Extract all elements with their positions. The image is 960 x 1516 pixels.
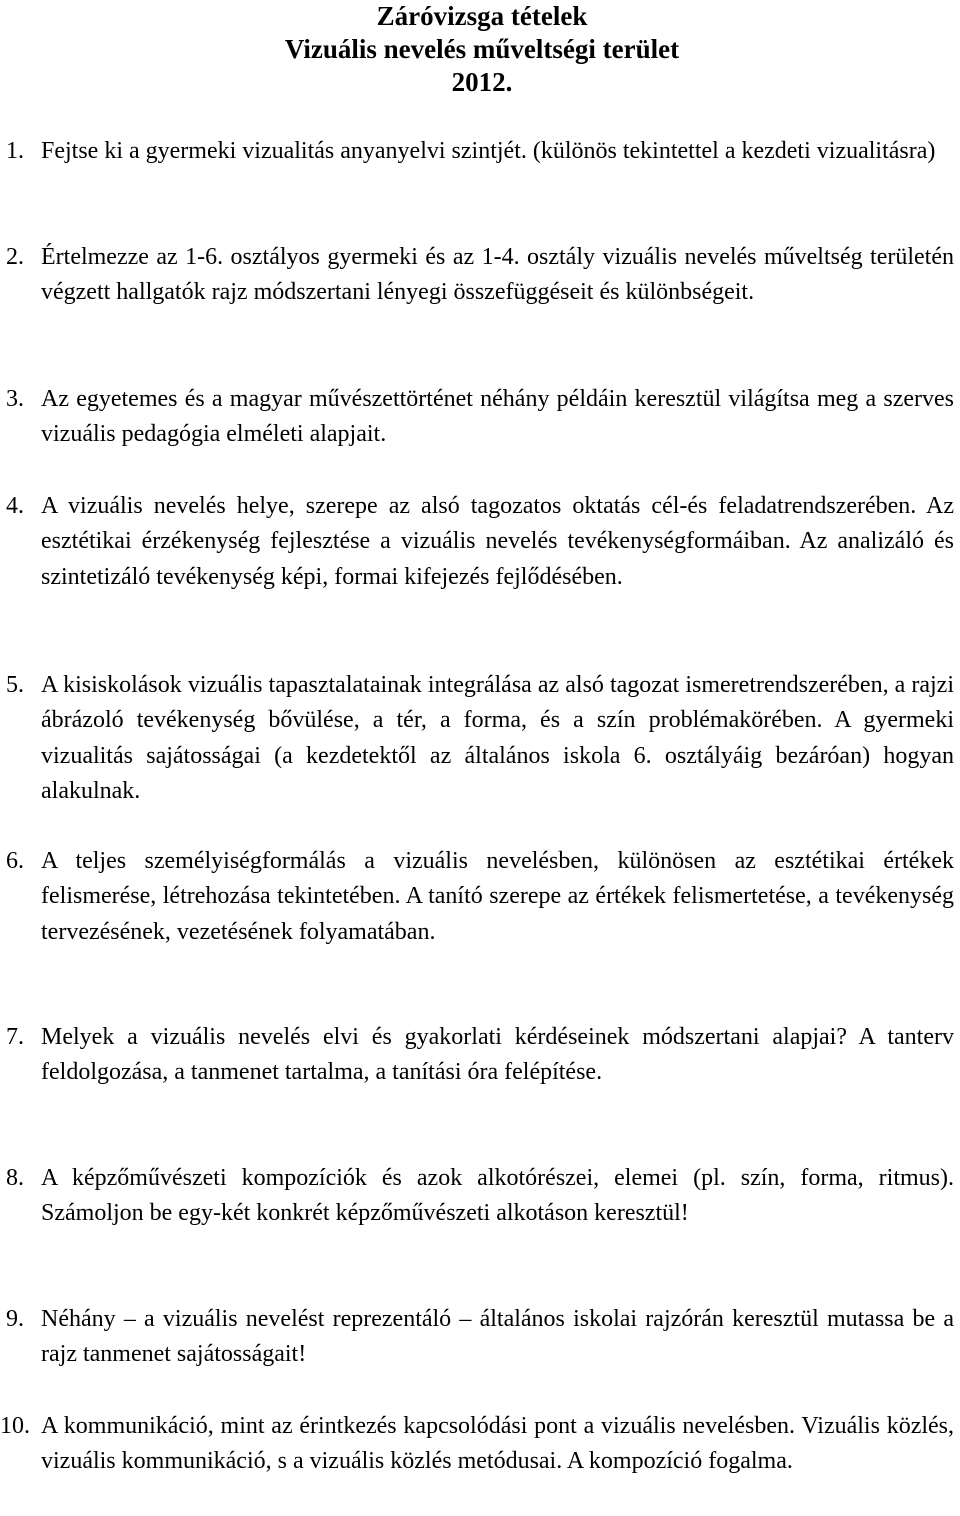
topic-item-10 [0,1409,960,1480]
topic-text: A teljes személyiségformálás a vizuális nevelésben, különösen az esztétikai értékek felismerése, létrehozása tekintetében. A tanító szerepe az értékek felismertetése, a tevékenység tervezésének, vezetésének folyamatában. [41,848,954,945]
topic-number: 6. [6,848,24,874]
topic-text: Értelmezze az 1-6. osztályos gyermeki és az 1-4. osztály vizuális nevelés műveltség területén végzett hallgatók rajz módszertani lényegi összefüggéseit és különbségeit. [41,244,954,306]
topic-item-8 [0,1161,960,1232]
topic-number: 10. [0,1413,30,1439]
document-year: 2012. [451,67,513,97]
topic-item-5 [0,668,960,809]
topic-number: 1. [6,138,24,164]
topic-item-9 [0,1302,960,1373]
topic-item-6 [0,844,960,950]
topic-number: 4. [6,493,24,519]
topic-number: 7. [6,1024,24,1050]
topic-item-7 [0,1020,960,1091]
topic-number: 2. [6,244,24,270]
topic-text: A vizuális nevelés helye, szerepe az alsó tagozatos oktatás cél-és feladatrendszerében. Az esztétikai érzékenység fejlesztése a vizuális nevelés tevékenységformáiban. Az analizáló és szintetizáló tevékenység képi, formai kifejezés fejlődésében. [41,493,954,590]
topic-text: Az egyetemes és a magyar művészettörténet néhány példáin keresztül világítsa meg a szerves vizuális pedagógia elméleti alapjait. [41,386,954,448]
topic-text: Néhány – a vizuális nevelést reprezentáló – általános iskolai rajzórán keresztül mutassa be a rajz tanmenet sajátosságait! [41,1306,954,1368]
document-title: Záróvizsga tételek [376,1,588,31]
topic-text: Melyek a vizuális nevelés elvi és gyakorlati kérdéseinek módszertani alapjai? A tanterv feldolgozása, a tanmenet tartalma, a tanítási óra felépítése. [41,1024,954,1086]
document-subtitle: Vizuális nevelés műveltségi terület [284,34,680,64]
topic-item-3 [0,382,960,453]
topic-number: 5. [6,672,24,698]
topic-text: A kommunikáció, mint az érintkezés kapcsolódási pont a vizuális nevelésben. Vizuális közlés, vizuális kommunikáció, s a vizuális közlés metódusai. A kompozíció fogalma. [41,1413,954,1475]
topic-item-4 [0,489,960,595]
topic-number: 9. [6,1306,24,1332]
topic-text: A kisiskolások vizuális tapasztalatainak integrálása az alsó tagozat ismeretrendszerében, a rajzi ábrázoló tevékenység bővülése, a tér, a forma, és a szín problémakörében. A gyermeki vizualitás sajátosságai (a kezdetektől az általános iskola 6. osztályáig bezáróan) hogyan alakulnak. [41,672,954,804]
topic-text: Fejtse ki a gyermeki vizualitás anyanyelvi szintjét. (különös tekintettel a kezdeti vizualitásra) [41,138,936,164]
document-header [4,0,960,99]
topic-number: 3. [6,386,24,412]
topic-item-1 [0,134,960,169]
topic-text: A képzőművészeti kompozíciók és azok alkotórészei, elemei (pl. szín, forma, ritmus). Számoljon be egy-két konkrét képzőművészeti alkotáson keresztül! [41,1165,954,1227]
topic-item-2 [0,240,960,311]
topic-number: 8. [6,1165,24,1191]
